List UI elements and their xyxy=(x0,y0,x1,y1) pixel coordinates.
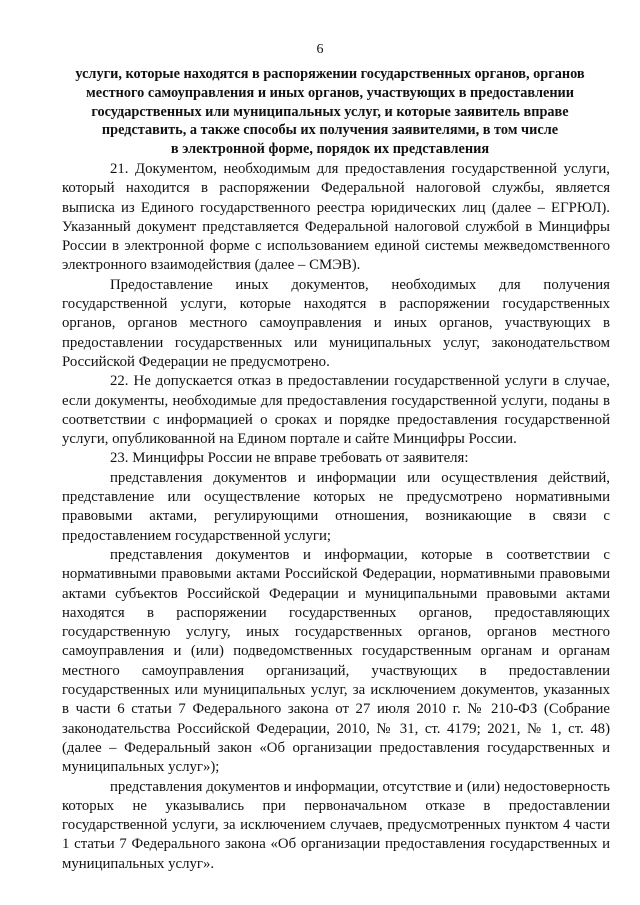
heading-line: государственных или муниципальных услуг, и которые заявитель вправе xyxy=(91,103,569,120)
document-body xyxy=(62,160,610,874)
paragraph-21: 21. Документом, необходимым для предоставления государственной услуги, который находится в распоряжении Федеральной налоговой службы, является выписка из Единого государственного реестра юридических лиц (далее – ЕГРЮЛ). Указанный документ представляется Федеральной налоговой службой в Минцифры России в электронной форме с использованием единой системы межведомственного электронного взаимодействия (далее – СМЭВ). xyxy=(62,161,610,274)
heading-line: в электронной форме, порядок их представления xyxy=(170,141,490,158)
paragraph-22: 22. Не допускается отказ в предоставлении государственной услуги в случае, если документы, необходимые для предоставления государственной услуги, поданы в соответствии с информацией о сроках и порядке предоставления государственной услуги, опубликованной на Едином портале и сайте Минцифры России. xyxy=(62,373,610,448)
section-heading xyxy=(62,65,598,159)
heading-line: местного самоуправления и иных органов, участвующих в предоставлении xyxy=(85,84,575,101)
paragraph-23: 23. Минцифры России не вправе требовать от заявителя: xyxy=(110,450,469,467)
page-number: 6 xyxy=(316,42,324,57)
heading-line: представить, а также способы их получения заявителями, в том числе xyxy=(101,122,559,139)
heading-line: услуги, которые находятся в распоряжении государственных органов, органов xyxy=(75,66,585,82)
paragraph-23-item-3: представления документов и информации, отсутствие и (или) недостоверность которых не указывались при первоначальном отказе в предоставлении государственной услуги, за исключением случаев, предусмотренных пунктом 4 части 1 статьи 7 Федерального закона «Об организации предоставления государственных и муниципальных услуг». xyxy=(62,778,610,872)
paragraph-23-item-2: представления документов и информации, которые в соответствии с нормативными правовыми актами Российской Федерации, нормативными правовыми актами субъектов Российской Федерации и муниципальными правовыми актами находятся в распоряжении государственных органов, предоставляющих государственную услугу, иных государственных органов, органов местного самоуправления и (или) подведомственных государственным органам и органам местного самоуправления организаций, участвующих в предоставлении государственных или муниципальных услуг, за исключением документов, указанных в части 6 статьи 7 Федерального закона от 27 июля 2010 г. № 210-ФЗ (Собрание законодательства Российской Федерации, 2010, № 31, ст. 4179; 2021, № 1, ст. 48) (далее – Федеральный закон «Об организации предоставления государственных и муниципальных услуг»); xyxy=(62,546,610,776)
paragraph-23-item-1: представления документов и информации или осуществления действий, представление или осуществление которых не предусмотрено нормативными правовыми актами, регулирующими отношения, возникающие в связи с предоставлением государственной услуги; xyxy=(62,469,610,544)
paragraph-other-documents: Предоставление иных документов, необходимых для получения государственной услуги, которые находятся в распоряжении государственных органов, органов местного самоуправления и иных органов, участвующих в предоставлении государственных или муниципальных услуг, законодательством Российской Федерации не предусмотрено. xyxy=(62,276,610,370)
